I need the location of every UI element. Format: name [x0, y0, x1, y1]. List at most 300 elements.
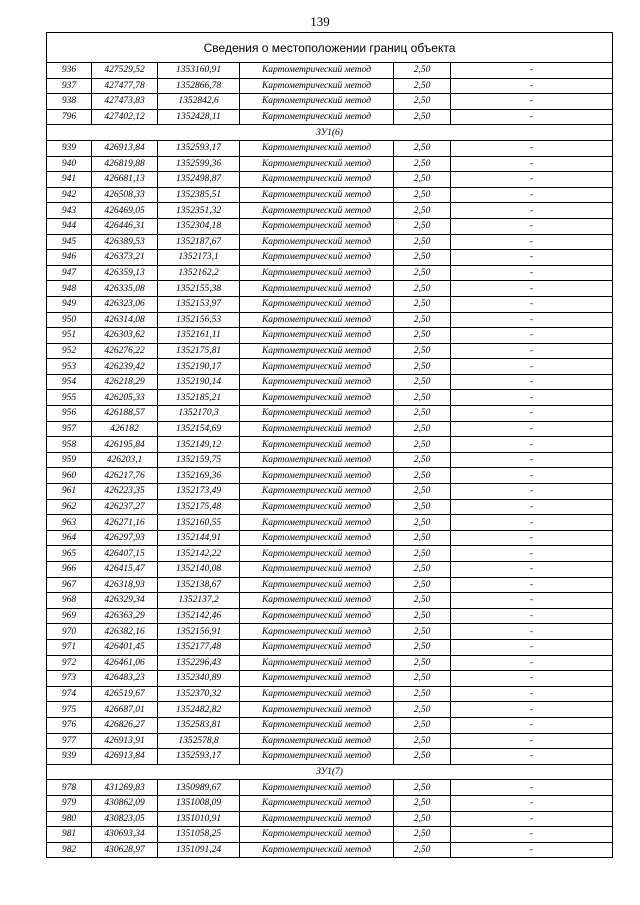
point-number-cell: 965 [47, 546, 92, 562]
y-coordinate-cell: 1352187,67 [158, 234, 240, 250]
section-row [47, 764, 613, 780]
table-row [47, 827, 613, 843]
table-row [47, 546, 613, 562]
table-row [47, 359, 613, 375]
method-cell: Картометрический метод [240, 281, 394, 297]
description-cell: - [451, 593, 613, 609]
x-coordinate-cell: 426826,27 [92, 717, 158, 733]
method-cell: Картометрический метод [240, 63, 394, 79]
accuracy-cell: 2,50 [394, 374, 451, 390]
method-cell: Картометрический метод [240, 452, 394, 468]
method-cell: Картометрический метод [240, 421, 394, 437]
accuracy-cell: 2,50 [394, 577, 451, 593]
description-cell: - [451, 156, 613, 172]
y-coordinate-cell: 1352175,81 [158, 343, 240, 359]
accuracy-cell: 2,50 [394, 265, 451, 281]
accuracy-cell: 2,50 [394, 468, 451, 484]
table-row [47, 499, 613, 515]
accuracy-cell: 2,50 [394, 639, 451, 655]
table-row [47, 749, 613, 765]
y-coordinate-cell: 1352156,91 [158, 624, 240, 640]
x-coordinate-cell: 426217,76 [92, 468, 158, 484]
table-row [47, 530, 613, 546]
table-row [47, 312, 613, 328]
x-coordinate-cell: 426182 [92, 421, 158, 437]
y-coordinate-cell: 1351091,24 [158, 842, 240, 858]
table-row [47, 624, 613, 640]
table-row [47, 109, 613, 125]
point-number-cell: 961 [47, 484, 92, 500]
accuracy-cell: 2,50 [394, 94, 451, 110]
description-cell: - [451, 203, 613, 219]
y-coordinate-cell: 1352185,21 [158, 390, 240, 406]
description-cell: - [451, 187, 613, 203]
method-cell: Картометрический метод [240, 499, 394, 515]
description-cell: - [451, 390, 613, 406]
x-coordinate-cell: 426401,45 [92, 639, 158, 655]
point-number-cell: 971 [47, 639, 92, 655]
point-number-cell: 964 [47, 530, 92, 546]
x-coordinate-cell: 426271,16 [92, 515, 158, 531]
point-number-cell: 975 [47, 702, 92, 718]
description-cell: - [451, 655, 613, 671]
point-number-cell: 969 [47, 608, 92, 624]
table-row [47, 421, 613, 437]
method-cell: Картометрический метод [240, 187, 394, 203]
table-row [47, 265, 613, 281]
x-coordinate-cell: 426407,15 [92, 546, 158, 562]
point-number-cell: 976 [47, 717, 92, 733]
y-coordinate-cell: 1352156,53 [158, 312, 240, 328]
method-cell: Картометрический метод [240, 593, 394, 609]
point-number-cell: 940 [47, 156, 92, 172]
x-coordinate-cell: 426519,67 [92, 686, 158, 702]
description-cell: - [451, 437, 613, 453]
y-coordinate-cell: 1352170,3 [158, 406, 240, 422]
point-number-cell: 951 [47, 328, 92, 344]
description-cell: - [451, 296, 613, 312]
point-number-cell: 967 [47, 577, 92, 593]
accuracy-cell: 2,50 [394, 406, 451, 422]
method-cell: Картометрический метод [240, 312, 394, 328]
description-cell: - [451, 109, 613, 125]
description-cell: - [451, 499, 613, 515]
x-coordinate-cell: 426446,31 [92, 218, 158, 234]
point-number-cell: 947 [47, 265, 92, 281]
description-cell: - [451, 842, 613, 858]
table-row [47, 78, 613, 94]
page-number: 139 [310, 14, 330, 29]
y-coordinate-cell: 1352142,22 [158, 546, 240, 562]
point-number-cell: 962 [47, 499, 92, 515]
point-number-cell: 942 [47, 187, 92, 203]
description-cell: - [451, 733, 613, 749]
x-coordinate-cell: 427473,83 [92, 94, 158, 110]
table-row [47, 281, 613, 297]
x-coordinate-cell: 426819,88 [92, 156, 158, 172]
accuracy-cell: 2,50 [394, 109, 451, 125]
x-coordinate-cell: 430862,09 [92, 795, 158, 811]
method-cell: Картометрический метод [240, 546, 394, 562]
method-cell: Картометрический метод [240, 811, 394, 827]
accuracy-cell: 2,50 [394, 624, 451, 640]
method-cell: Картометрический метод [240, 624, 394, 640]
y-coordinate-cell: 1352498,87 [158, 172, 240, 188]
x-coordinate-cell: 426913,91 [92, 733, 158, 749]
description-cell: - [451, 515, 613, 531]
description-cell: - [451, 608, 613, 624]
point-number-cell: 953 [47, 359, 92, 375]
table-body [47, 63, 613, 858]
accuracy-cell: 2,50 [394, 717, 451, 733]
x-coordinate-cell: 426382,16 [92, 624, 158, 640]
point-number-cell: 977 [47, 733, 92, 749]
method-cell: Картометрический метод [240, 203, 394, 219]
description-cell: - [451, 811, 613, 827]
y-coordinate-cell: 1352340,89 [158, 671, 240, 687]
method-cell: Картометрический метод [240, 639, 394, 655]
accuracy-cell: 2,50 [394, 78, 451, 94]
point-number-cell: 970 [47, 624, 92, 640]
table-row [47, 343, 613, 359]
point-number-cell: 978 [47, 780, 92, 796]
method-cell: Картометрический метод [240, 359, 394, 375]
table-row [47, 328, 613, 344]
x-coordinate-cell: 427402,12 [92, 109, 158, 125]
accuracy-cell: 2,50 [394, 172, 451, 188]
x-coordinate-cell: 427529,52 [92, 63, 158, 79]
method-cell: Картометрический метод [240, 827, 394, 843]
accuracy-cell: 2,50 [394, 187, 451, 203]
description-cell: - [451, 530, 613, 546]
point-number-cell: 981 [47, 827, 92, 843]
method-cell: Картометрический метод [240, 733, 394, 749]
accuracy-cell: 2,50 [394, 156, 451, 172]
table-row [47, 250, 613, 266]
table-row [47, 780, 613, 796]
accuracy-cell: 2,50 [394, 452, 451, 468]
point-number-cell: 948 [47, 281, 92, 297]
accuracy-cell: 2,50 [394, 343, 451, 359]
table-row [47, 296, 613, 312]
y-coordinate-cell: 1352160,55 [158, 515, 240, 531]
y-coordinate-cell: 1353160,91 [158, 63, 240, 79]
x-coordinate-cell: 426389,53 [92, 234, 158, 250]
point-number-cell: 946 [47, 250, 92, 266]
table-row [47, 717, 613, 733]
method-cell: Картометрический метод [240, 250, 394, 266]
point-number-cell: 943 [47, 203, 92, 219]
point-number-cell: 973 [47, 671, 92, 687]
y-coordinate-cell: 1352161,11 [158, 328, 240, 344]
method-cell: Картометрический метод [240, 94, 394, 110]
description-cell: - [451, 795, 613, 811]
method-cell: Картометрический метод [240, 608, 394, 624]
accuracy-cell: 2,50 [394, 296, 451, 312]
accuracy-cell: 2,50 [394, 733, 451, 749]
method-cell: Картометрический метод [240, 530, 394, 546]
x-coordinate-cell: 431269,83 [92, 780, 158, 796]
description-cell: - [451, 421, 613, 437]
accuracy-cell: 2,50 [394, 593, 451, 609]
y-coordinate-cell: 1352140,08 [158, 562, 240, 578]
method-cell: Картометрический метод [240, 140, 394, 156]
method-cell: Картометрический метод [240, 406, 394, 422]
accuracy-cell: 2,50 [394, 140, 451, 156]
table-row [47, 577, 613, 593]
method-cell: Картометрический метод [240, 468, 394, 484]
table-row [47, 234, 613, 250]
description-cell: - [451, 328, 613, 344]
x-coordinate-cell: 426188,57 [92, 406, 158, 422]
table-row [47, 671, 613, 687]
y-coordinate-cell: 1352153,97 [158, 296, 240, 312]
point-number-cell: 982 [47, 842, 92, 858]
method-cell: Картометрический метод [240, 109, 394, 125]
accuracy-cell: 2,50 [394, 484, 451, 500]
x-coordinate-cell: 426335,08 [92, 281, 158, 297]
point-number-cell: 968 [47, 593, 92, 609]
description-cell: - [451, 234, 613, 250]
point-number-cell: 938 [47, 94, 92, 110]
description-cell: - [451, 265, 613, 281]
point-number-cell: 957 [47, 421, 92, 437]
x-coordinate-cell: 426913,84 [92, 749, 158, 765]
x-coordinate-cell: 426303,62 [92, 328, 158, 344]
table-row [47, 702, 613, 718]
method-cell: Картометрический метод [240, 390, 394, 406]
x-coordinate-cell: 426461,06 [92, 655, 158, 671]
point-number-cell: 972 [47, 655, 92, 671]
accuracy-cell: 2,50 [394, 499, 451, 515]
accuracy-cell: 2,50 [394, 218, 451, 234]
y-coordinate-cell: 1352190,17 [158, 359, 240, 375]
method-cell: Картометрический метод [240, 234, 394, 250]
accuracy-cell: 2,50 [394, 780, 451, 796]
description-cell: - [451, 577, 613, 593]
y-coordinate-cell: 1352385,51 [158, 187, 240, 203]
x-coordinate-cell: 426681,13 [92, 172, 158, 188]
y-coordinate-cell: 1352173,1 [158, 250, 240, 266]
point-number-cell: 958 [47, 437, 92, 453]
point-number-cell: 980 [47, 811, 92, 827]
x-coordinate-cell: 426469,05 [92, 203, 158, 219]
x-coordinate-cell: 426237,27 [92, 499, 158, 515]
y-coordinate-cell: 1352190,14 [158, 374, 240, 390]
description-cell: - [451, 250, 613, 266]
description-cell: - [451, 281, 613, 297]
method-cell: Картометрический метод [240, 515, 394, 531]
x-coordinate-cell: 426483,23 [92, 671, 158, 687]
method-cell: Картометрический метод [240, 484, 394, 500]
y-coordinate-cell: 1351010,91 [158, 811, 240, 827]
y-coordinate-cell: 1352593,17 [158, 140, 240, 156]
x-coordinate-cell: 426218,29 [92, 374, 158, 390]
y-coordinate-cell: 1352137,2 [158, 593, 240, 609]
accuracy-cell: 2,50 [394, 234, 451, 250]
description-cell: - [451, 702, 613, 718]
description-cell: - [451, 94, 613, 110]
table-row [47, 452, 613, 468]
table-row [47, 593, 613, 609]
table-header-row [47, 33, 613, 63]
point-number-cell: 959 [47, 452, 92, 468]
table-row [47, 172, 613, 188]
method-cell: Картометрический метод [240, 562, 394, 578]
y-coordinate-cell: 1350989,67 [158, 780, 240, 796]
x-coordinate-cell: 430628,97 [92, 842, 158, 858]
method-cell: Картометрический метод [240, 780, 394, 796]
point-number-cell: 949 [47, 296, 92, 312]
y-coordinate-cell: 1352370,32 [158, 686, 240, 702]
x-coordinate-cell: 426363,29 [92, 608, 158, 624]
description-cell: - [451, 639, 613, 655]
method-cell: Картометрический метод [240, 218, 394, 234]
accuracy-cell: 2,50 [394, 530, 451, 546]
accuracy-cell: 2,50 [394, 281, 451, 297]
method-cell: Картометрический метод [240, 374, 394, 390]
method-cell: Картометрический метод [240, 172, 394, 188]
table-row [47, 203, 613, 219]
table-row [47, 218, 613, 234]
section-row [47, 125, 613, 141]
x-coordinate-cell: 426373,21 [92, 250, 158, 266]
table-row [47, 842, 613, 858]
point-number-cell: 941 [47, 172, 92, 188]
y-coordinate-cell: 1352144,91 [158, 530, 240, 546]
accuracy-cell: 2,50 [394, 795, 451, 811]
x-coordinate-cell: 426195,84 [92, 437, 158, 453]
y-coordinate-cell: 1352599,36 [158, 156, 240, 172]
accuracy-cell: 2,50 [394, 827, 451, 843]
x-coordinate-cell: 426205,33 [92, 390, 158, 406]
point-number-cell: 939 [47, 749, 92, 765]
y-coordinate-cell: 1352138,67 [158, 577, 240, 593]
table-row [47, 686, 613, 702]
table-row [47, 484, 613, 500]
x-coordinate-cell: 430823,05 [92, 811, 158, 827]
table-row [47, 156, 613, 172]
y-coordinate-cell: 1352155,38 [158, 281, 240, 297]
table-row [47, 733, 613, 749]
accuracy-cell: 2,50 [394, 562, 451, 578]
accuracy-cell: 2,50 [394, 608, 451, 624]
description-cell: - [451, 452, 613, 468]
y-coordinate-cell: 1352583,81 [158, 717, 240, 733]
point-number-cell: 966 [47, 562, 92, 578]
x-coordinate-cell: 426415,47 [92, 562, 158, 578]
method-cell: Картометрический метод [240, 78, 394, 94]
x-coordinate-cell: 426297,93 [92, 530, 158, 546]
x-coordinate-cell: 426508,33 [92, 187, 158, 203]
accuracy-cell: 2,50 [394, 390, 451, 406]
table-row [47, 562, 613, 578]
accuracy-cell: 2,50 [394, 328, 451, 344]
x-coordinate-cell: 426314,08 [92, 312, 158, 328]
point-number-cell: 796 [47, 109, 92, 125]
x-coordinate-cell: 426359,13 [92, 265, 158, 281]
point-number-cell: 974 [47, 686, 92, 702]
method-cell: Картометрический метод [240, 671, 394, 687]
accuracy-cell: 2,50 [394, 686, 451, 702]
table-row [47, 94, 613, 110]
method-cell: Картометрический метод [240, 655, 394, 671]
table-row [47, 187, 613, 203]
accuracy-cell: 2,50 [394, 749, 451, 765]
y-coordinate-cell: 1351058,25 [158, 827, 240, 843]
point-number-cell: 955 [47, 390, 92, 406]
x-coordinate-cell: 426913,84 [92, 140, 158, 156]
y-coordinate-cell: 1352351,32 [158, 203, 240, 219]
description-cell: - [451, 359, 613, 375]
table-row [47, 406, 613, 422]
point-number-cell: 937 [47, 78, 92, 94]
point-number-cell: 936 [47, 63, 92, 79]
section-label: ЗУ1(6) [47, 125, 613, 141]
description-cell: - [451, 406, 613, 422]
y-coordinate-cell: 1352169,36 [158, 468, 240, 484]
description-cell: - [451, 546, 613, 562]
accuracy-cell: 2,50 [394, 702, 451, 718]
point-number-cell: 944 [47, 218, 92, 234]
y-coordinate-cell: 1352175,48 [158, 499, 240, 515]
method-cell: Картометрический метод [240, 343, 394, 359]
method-cell: Картометрический метод [240, 686, 394, 702]
table-row [47, 795, 613, 811]
y-coordinate-cell: 1351008,09 [158, 795, 240, 811]
x-coordinate-cell: 426318,93 [92, 577, 158, 593]
table-row [47, 811, 613, 827]
accuracy-cell: 2,50 [394, 312, 451, 328]
point-number-cell: 954 [47, 374, 92, 390]
description-cell: - [451, 484, 613, 500]
point-number-cell: 952 [47, 343, 92, 359]
y-coordinate-cell: 1352154,69 [158, 421, 240, 437]
method-cell: Картометрический метод [240, 717, 394, 733]
method-cell: Картометрический метод [240, 156, 394, 172]
method-cell: Картометрический метод [240, 795, 394, 811]
x-coordinate-cell: 427477,78 [92, 78, 158, 94]
y-coordinate-cell: 1352304,18 [158, 218, 240, 234]
table-row [47, 515, 613, 531]
description-cell: - [451, 468, 613, 484]
description-cell: - [451, 78, 613, 94]
table-row [47, 63, 613, 79]
accuracy-cell: 2,50 [394, 671, 451, 687]
table-row [47, 140, 613, 156]
method-cell: Картометрический метод [240, 265, 394, 281]
x-coordinate-cell: 426203,1 [92, 452, 158, 468]
y-coordinate-cell: 1352866,78 [158, 78, 240, 94]
accuracy-cell: 2,50 [394, 546, 451, 562]
accuracy-cell: 2,50 [394, 359, 451, 375]
x-coordinate-cell: 426239,42 [92, 359, 158, 375]
table-row [47, 655, 613, 671]
method-cell: Картометрический метод [240, 328, 394, 344]
description-cell: - [451, 343, 613, 359]
description-cell: - [451, 780, 613, 796]
description-cell: - [451, 686, 613, 702]
y-coordinate-cell: 1352296,43 [158, 655, 240, 671]
point-number-cell: 950 [47, 312, 92, 328]
x-coordinate-cell: 426329,34 [92, 593, 158, 609]
accuracy-cell: 2,50 [394, 811, 451, 827]
description-cell: - [451, 671, 613, 687]
description-cell: - [451, 717, 613, 733]
x-coordinate-cell: 426687,01 [92, 702, 158, 718]
point-number-cell: 963 [47, 515, 92, 531]
y-coordinate-cell: 1352842,6 [158, 94, 240, 110]
